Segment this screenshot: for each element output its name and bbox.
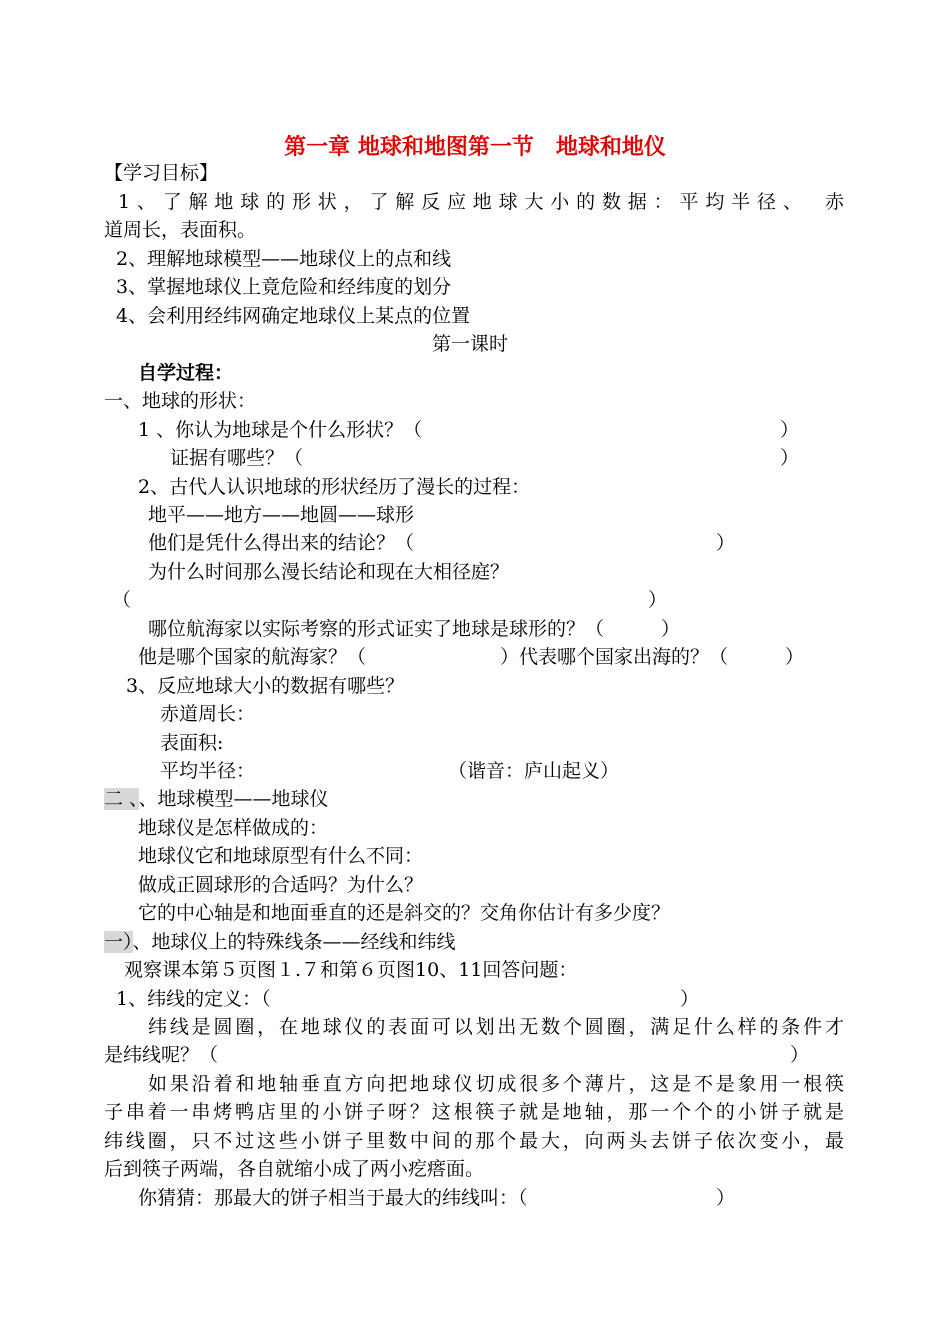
history-sequence: 地平——地方——地圆——球形	[148, 504, 415, 526]
latitude-definition: 1、纬线的定义：（	[116, 988, 271, 1010]
section-2-heading-highlight: 二 、	[104, 788, 139, 810]
latitude-definition-close: ）	[680, 988, 700, 1010]
equator-circumference: 赤道周长：	[160, 703, 256, 725]
globe-sphere-question: 做成正圆球形的合适吗？为什么？	[138, 874, 424, 896]
guess-question: 你猜猜：那最大的饼子相当于最大的纬线叫：（	[138, 1187, 528, 1209]
observe-instruction: 观察课本第５页图１.７和第６页图10、11回答问题：	[124, 959, 578, 981]
objective-4: 4、会利用经纬网确定地球仪上某点的位置	[116, 305, 471, 327]
section-3-heading-highlight: 一）	[104, 931, 133, 953]
question-nationality: 他是哪个国家的航海家？（	[138, 646, 367, 668]
surface-area: 表面积:	[160, 732, 224, 754]
paragraph-2-line1: 如果沿着和地轴垂直方向把地球仪切成很多个薄片，这是不是象用一根筷	[148, 1073, 844, 1095]
objective-1-line2: 道周长，表面积。	[104, 219, 257, 241]
paragraph-2-line4: 后到筷子两端，各自就缩小成了两小疙瘩面。	[104, 1158, 485, 1180]
question-history: 2、古代人认识地球的形状经历了漫长的过程：	[138, 476, 531, 498]
globe-axis-question: 它的中心轴是和地面垂直的还是斜交的？交角你估计有多少度？	[138, 902, 671, 924]
document-title: 第一章 地球和地图第一节 地球和地仪	[284, 134, 666, 160]
section-2-heading	[104, 786, 329, 812]
paragraph-2-line2: 子串着一串烤鸭店里的小饼子呀？这根筷子就是地轴，那一个个的小饼子就是	[104, 1101, 844, 1123]
section-3-heading	[104, 929, 456, 955]
question-why-long: 为什么时间那么漫长结论和现在大相径庭？	[148, 561, 510, 583]
question-basis-close: ）	[716, 532, 736, 554]
mnemonic-note: （谐音：庐山起义）	[448, 760, 620, 782]
question-shape-close: ）	[780, 419, 800, 441]
objective-2: 2、理解地球模型——地球仪上的点和线	[116, 248, 452, 270]
question-evidence: 证据有哪些？（	[170, 447, 304, 469]
section-2-heading-text: 、地球模型——地球仪	[138, 788, 329, 810]
guess-question-close: ）	[716, 1187, 736, 1209]
section-3-heading-text: 、地球仪上的特殊线条——经线和纬线	[132, 931, 456, 953]
paragraph-1-close: ）	[790, 1044, 810, 1066]
question-sponsor-country: ）代表哪个国家出海的？（ ）	[500, 646, 805, 668]
question-shape: 1 、你认为地球是个什么形状？（	[138, 419, 423, 441]
objective-3: 3、掌握地球仪上竟危险和经纬度的划分	[116, 276, 452, 298]
question-basis: 他们是凭什么得出来的结论？（	[148, 532, 415, 554]
answer-why-long-open: （	[112, 589, 132, 611]
mean-radius: 平均半径：	[160, 760, 256, 782]
question-navigator: 哪位航海家以实际考察的形式证实了地球是球形的？（ ）	[148, 618, 681, 640]
paragraph-2-line3: 纬线圈，只不过这些小饼子里数中间的那个最大，向两头去饼子依次变小，最	[104, 1130, 844, 1152]
objectives-heading: 【学习目标】	[104, 162, 219, 184]
globe-how-made: 地球仪是怎样做成的：	[138, 817, 329, 839]
answer-why-long-close: ）	[648, 589, 668, 611]
self-study-heading: 自学过程：	[138, 362, 234, 384]
question-size-data: 3、反应地球大小的数据有哪些？	[126, 675, 405, 697]
objective-1-line1: 1、了解地球的形状，了解反应地球大小的数据：平均半径、 赤	[118, 191, 844, 213]
paragraph-1-line1: 纬线是圆圈，在地球仪的表面可以划出无数个圆圈，满足什么样的条件才	[148, 1016, 844, 1038]
paragraph-1-line2: 是纬线呢？（	[104, 1044, 219, 1066]
globe-difference: 地球仪它和地球原型有什么不同：	[138, 845, 424, 867]
section-1-heading: 一、地球的形状：	[104, 390, 257, 412]
question-evidence-close: ）	[780, 447, 800, 469]
lesson-label: 第一课时	[432, 333, 509, 355]
